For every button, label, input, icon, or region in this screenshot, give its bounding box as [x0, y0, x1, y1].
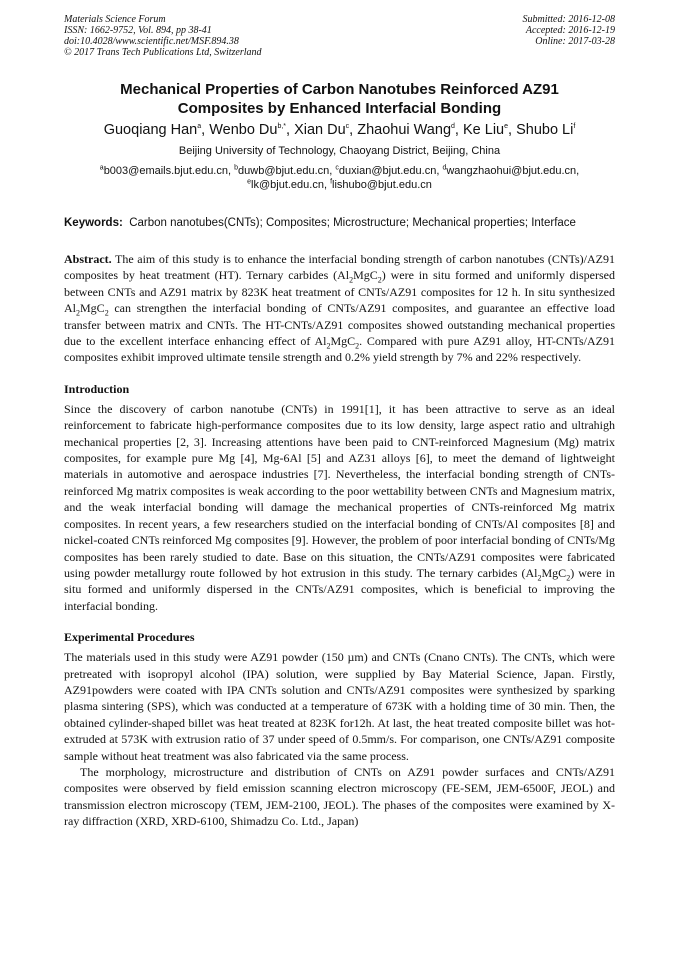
author-sep: ,: [454, 122, 463, 138]
affiliation: Beijing University of Technology, Chaoyang District, Beijing, China: [178, 145, 501, 157]
journal-info: [64, 14, 262, 58]
author-sup: e: [504, 123, 509, 131]
author-sep: ,: [286, 122, 295, 138]
issn-line: ISSN: 1662-9752, Vol. 894, pp 38-41: [64, 25, 212, 36]
email-e[interactable]: lk@bjut.edu.cn,: [251, 179, 331, 191]
keywords-text: Carbon nanotubes(CNTs); Composites; Microstructure; Mechanical properties; Interface: [129, 217, 576, 229]
author-emails: $^a$b003@emails.bjut.edu.cn, $^b$duwb@bjut.edu.cn, $^c$duxian@bjut.edu.cn, $^d$wangzhaohui@bjut.edu.cn, $^e$lk@bjut.edu.cn, $^f$lishubo@bjut.edu.cn: [99, 164, 580, 191]
author-sup: f: [573, 123, 576, 131]
email-f[interactable]: lishubo@bjut.edu.cn: [332, 179, 432, 191]
paper-page: [64, 14, 615, 830]
author-sup: b,*: [277, 123, 287, 131]
author-sep: ,: [349, 122, 358, 138]
paper-title: [64, 80, 615, 118]
author-name: Ke Liu: [462, 122, 505, 138]
journal-header: [64, 14, 615, 58]
intro-paragraph: Since the discovery of carbon nanotube (CNTs) in 1991[1], it has been attractive to serve as an ideal reinforcement to fabricate high-performance composites due to its low density, large aspect ratio and ultrahigh mechanical properties [2, 3]. Increasing attentions have been paid to CNT-reinforced Magnesium (Mg) matrix composites, for example pure Mg [4], Mg-6Al [5] and AZ31 alloys [6], to meet the demand of lightweight materials in automotive and aerospace industries [7]. Nevertheless, the interfacial bonding strength of CNTs-reinforced Mg matrix composites is weak according to the poor wettability between CNTs and Magnesium matrix, and the weak interfacial bonding will damage the mechanical properties of CNTs-reinforced Mg matrix composites. In recent years, a few researchers studied on the interfacial bonding of CNTs/Al composites [8] and nickel-coated CNTs reinforced Mg composites [9]. However, the problem of poor interfacial bonding of CNTs/Mg composites has been rarely studied to date. Base on this situation, the CNTs/AZ91 composites were fabricated using powder metallurgy route followed by hot extrusion in this study. The ternary carbides $(Al_2MgC_2)$ were in situ formed and uniformly dispersed in the CNTs/AZ91 composites, which is beneficial to improving the interfacial bonding.: [64, 401, 615, 613]
author-name: Xian Du: [294, 122, 346, 138]
abstract-label: Abstract.: [64, 252, 112, 266]
copyright-line: © 2017 Trans Tech Publications Ltd, Switzerland: [64, 47, 262, 58]
email-a[interactable]: b003@emails.bjut.edu.cn,: [103, 165, 235, 177]
doi-line[interactable]: doi:10.4028/www.scientific.net/MSF.894.38: [64, 36, 239, 47]
experimental-heading: Experimental Procedures: [64, 630, 195, 645]
author-name: Wenbo Du: [209, 122, 278, 138]
author-name: Shubo Li: [516, 122, 574, 138]
keywords-label: Keywords:: [64, 217, 123, 229]
submitted-date: Submitted: 2016-12-08: [522, 14, 615, 25]
author-sep: ,: [201, 122, 210, 138]
title-line-1: Mechanical Properties of Carbon Nanotubes Reinforced AZ91: [120, 81, 559, 98]
abstract: Abstract. The aim of this study is to enhance the interfacial bonding strength of carbon nanotubes (CNTs)/AZ91 composites by heat treatment (HT). Ternary carbides $(Al_2MgC_2)$ were in situ formed and uniformly dispersed between CNTs and AZ91 matrix by 823K heat treatment of CNTs/AZ91 composites for 12 h. In situ synthesized $Al_2MgC_2$ can strengthen the interfacial bonding of CNTs/AZ91 composites, and guarantee an effective load transfer between matrix and CNTs. The HT-CNTs/AZ91 composites showed outstanding mechanical properties due to the excellent interface enhancing effect of $Al_2MgC_2$. Compared with pure AZ91 alloy, HT-CNTs/AZ91 composites exhibit improved ultimate tensile strength and 0.2% yield strength by 7% and 22% respectively.: [64, 252, 616, 365]
author-sup: a: [197, 123, 202, 131]
author-sup: d: [451, 123, 455, 131]
intro-heading: Introduction: [64, 381, 130, 396]
online-date: Online: 2017-03-28: [535, 36, 615, 47]
title-line-2: Composites by Enhanced Interfacial Bonding: [177, 100, 502, 117]
publication-dates: [523, 14, 616, 58]
author-name: Zhaohui Wang: [357, 122, 452, 138]
author-sup: c: [345, 123, 350, 131]
keywords: [64, 216, 615, 231]
email-c[interactable]: duxian@bjut.edu.cn,: [338, 165, 443, 177]
email-d[interactable]: wangzhaohui@bjut.edu.cn,: [446, 165, 580, 177]
accepted-date: Accepted: 2016-12-19: [525, 25, 615, 36]
journal-name: Materials Science Forum: [64, 14, 166, 25]
email-b[interactable]: duwb@bjut.edu.cn,: [238, 165, 336, 177]
experimental-paragraph-2: The morphology, microstructure and distribution of CNTs on AZ91 powder surfaces and CNTs/AZ91 composites were observed by field emission scanning electron microscopy (FE-SEM, JEM-6500F, JEOL) and transmission electron microscopy (TEM, JEM-2100, JEOL). The phases of the composites were examined by X-ray diffraction (XRD, XRD-6100, Shimadzu Co. Ltd., Japan): [64, 764, 615, 829]
author-sep: ,: [508, 122, 517, 138]
experimental-paragraph-1: The materials used in this study were AZ91 powder (150 µm) and CNTs (Cnano CNTs). The CNTs, which were pretreated with isopropyl alcohol (IPA) solution, were supplied by Bay Material Science, Japan. Firstly, AZ91powders were coated with IPA CNTs solution and CNTs/AZ91 composites were synthesized by sparking plasma sintering (SPS), which was conducted at a temperature of 673K with a holding time of 30 min. Then, the obtained cylinder-shaped billet was heat treated at 823K for12h. At last, the heat treated composite billet was hot-extruded at 573K with extrusion ratio of 37 under speed of 0.5mm/s. For comparison, one CNTs/AZ91 composite sample without heat treatment was also fabricated via the same process.: [64, 650, 615, 763]
author-name: Guoqiang Han: [103, 122, 198, 138]
author-list: [64, 120, 615, 140]
